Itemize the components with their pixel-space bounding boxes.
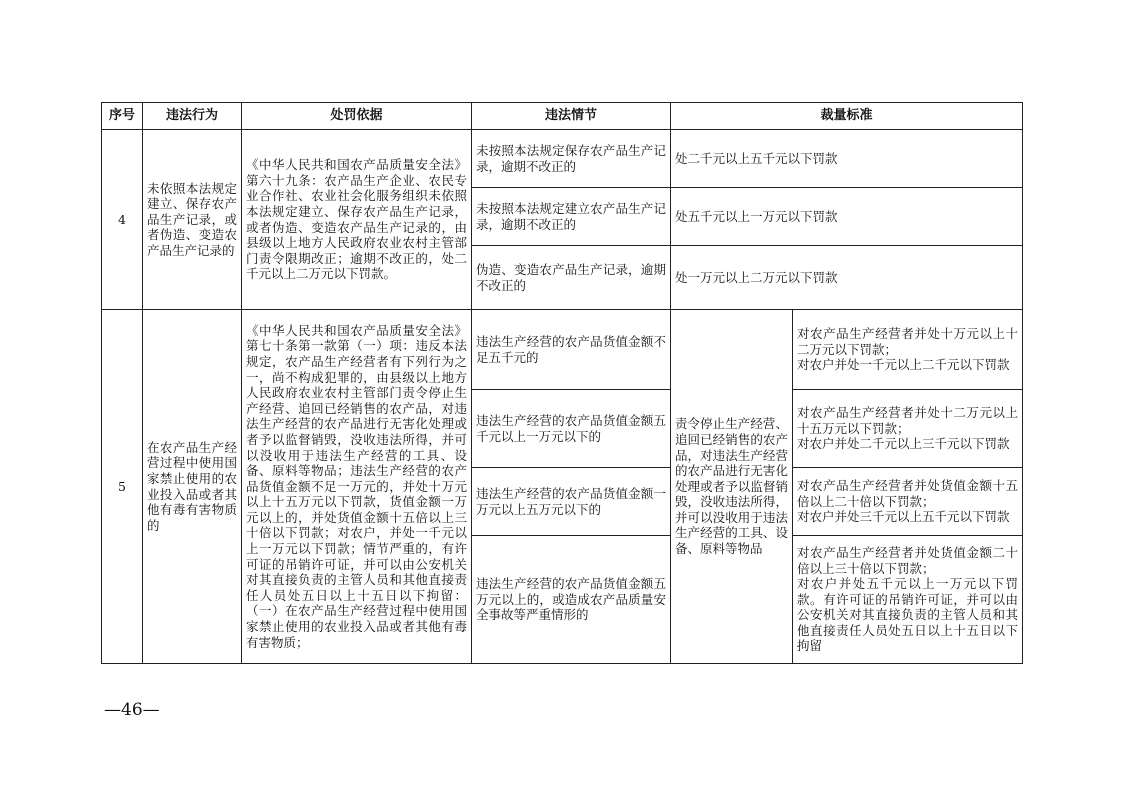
row4-behavior: 未依照本法规定建立、保存农产品生产记录，或者伪造、变造农产品生产记录的 bbox=[143, 130, 242, 310]
header-circumstance: 违法情节 bbox=[472, 103, 671, 130]
page-number: —46— bbox=[104, 700, 160, 720]
row5-seq: 5 bbox=[102, 310, 143, 664]
row5-basis: 《中华人民共和国农产品质量安全法》第七十条第一款第（一）项：违反本法规定，农产品生产经营者有下列行为之一，尚不构成犯罪的，由县级以上地方人民政府农业农村主管部门责令停止生产经营、追回已经销售的农产品，对违法生产经营的农产品进行无害化处理或者予以监督销毁，没收违法所得，并可以没收用于违法生产经营的工具、设备、原料等物品；违法生产经营的农产品货值金额不足一万元的，并处十万元以上十五万元以下罚款，货值金额一万元以上的，并处货值金额十五倍以上三十倍以下罚款；对农户，并处一千元以上一万元以下罚款；情节严重的，有许可证的吊销许可证，并可以由公安机关对其直接负责的主管人员和其他直接责任人员处五日以上十五日以下拘留：（一）在农产品生产经营过程中使用国家禁止使用的农业投入品或者其他有毒有害物质； bbox=[242, 310, 472, 664]
row4-basis: 《中华人民共和国农产品质量安全法》第六十九条：农产品生产企业、农民专业合作社、农业社会化服务组织未依照本法规定建立、保存农产品生产记录，或者伪造、变造农产品生产记录的，由县级以上地方人民政府农业农村主管部门责令限期改正；逾期不改正的，处二千元以上二万元以下罚款。 bbox=[242, 130, 472, 310]
row5-behavior: 在农产品生产经营过程中使用国家禁止使用的农业投入品或者其他有毒有害物质的 bbox=[143, 310, 242, 664]
row5-standard-2-producer: 对农产品生产经营者并处十二万元以上十五万元以下罚款； bbox=[797, 405, 1019, 436]
row4-standard-3: 处一万元以上二万元以下罚款 bbox=[671, 246, 1023, 310]
row4-circumstance-1: 未按照本法规定保存农产品生产记录，逾期不改正的 bbox=[472, 130, 671, 188]
table-header-row bbox=[102, 103, 1023, 130]
row5-standard-3-farmer: 对农户并处三千元以上五千元以下罚款 bbox=[797, 509, 1010, 525]
penalty-discretion-table bbox=[101, 102, 1023, 664]
row5-common-measure: 责令停止生产经营、追回已经销售的农产品，对违法生产经营的农产品进行无害化处理或者予以监督销毁，没收违法所得，并可以没收用于违法生产经营的工具、设备、原料等物品 bbox=[671, 310, 793, 664]
row5-standard-1 bbox=[793, 310, 1023, 390]
row5-circumstance-3: 违法生产经营的农产品货值金额一万元以上五万元以下的 bbox=[472, 468, 671, 536]
row5-standard-1-producer: 对农产品生产经营者并处十万元以上十二万元以下罚款； bbox=[797, 326, 1019, 357]
row5-standard-2-farmer: 对农户并处二千元以上三千元以下罚款 bbox=[797, 436, 1010, 452]
row4-circumstance-2: 未按照本法规定建立农产品生产记录，逾期不改正的 bbox=[472, 188, 671, 246]
row5-standard-4-producer: 对农产品生产经营者并处货值金额二十倍以上三十倍以下罚款； bbox=[797, 544, 1019, 576]
row5-standard-1-farmer: 对农户并处一千元以上二千元以下罚款 bbox=[797, 357, 1010, 373]
header-behavior: 违法行为 bbox=[143, 103, 242, 130]
row5-standard-4 bbox=[793, 536, 1023, 664]
row4-circumstance-3: 伪造、变造农产品生产记录，逾期不改正的 bbox=[472, 246, 671, 310]
header-standard: 裁量标准 bbox=[671, 103, 1023, 130]
header-seq: 序号 bbox=[102, 103, 143, 130]
table-row bbox=[102, 130, 1023, 188]
row5-standard-3-producer: 对农产品生产经营者并处货值金额十五倍以上二十倍以下罚款； bbox=[797, 478, 1019, 509]
row5-circumstance-2: 违法生产经营的农产品货值金额五千元以上一万元以下的 bbox=[472, 390, 671, 468]
header-basis: 处罚依据 bbox=[242, 103, 472, 130]
row5-standard-4-farmer: 对农户并处五千元以上一万元以下罚款。有许可证的吊销许可证，并可以由公安机关对其直接负责的主管人员和其他直接责任人员处五日以上十五日以下拘留 bbox=[797, 576, 1019, 654]
row5-standard-3 bbox=[793, 468, 1023, 536]
table-row bbox=[102, 310, 1023, 390]
row4-standard-2: 处五千元以上一万元以下罚款 bbox=[671, 188, 1023, 246]
row4-seq: 4 bbox=[102, 130, 143, 310]
row5-standard-2 bbox=[793, 390, 1023, 468]
row5-circumstance-1: 违法生产经营的农产品货值金额不足五千元的 bbox=[472, 310, 671, 390]
row4-standard-1: 处二千元以上五千元以下罚款 bbox=[671, 130, 1023, 188]
row5-circumstance-4: 违法生产经营的农产品货值金额五万元以上的，或造成农产品质量安全事故等严重情形的 bbox=[472, 536, 671, 664]
